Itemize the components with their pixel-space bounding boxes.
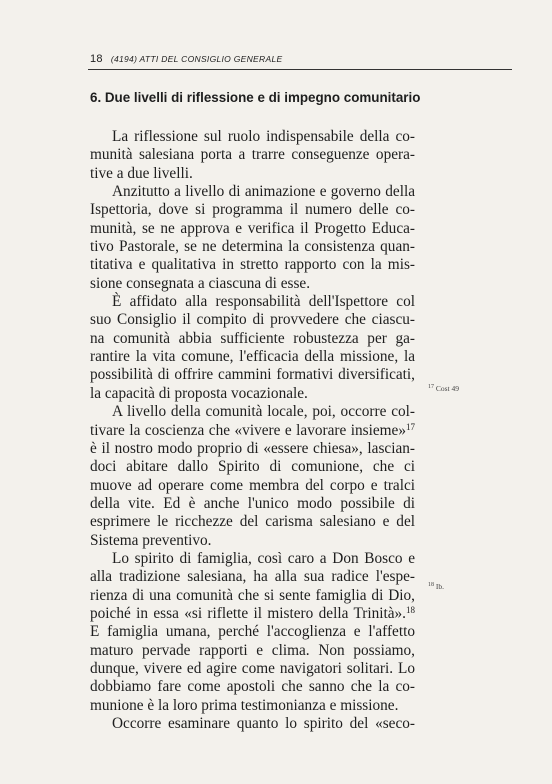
text-line: possibilità di offrire cammini formativi diversificati, bbox=[90, 366, 415, 384]
text-line: È affidato alla responsabilità dell'Ispettore col bbox=[112, 293, 415, 311]
text-line: è il nostro modo proprio di «essere chiesa», lascian- bbox=[90, 439, 415, 457]
text-line: E famiglia umana, perché l'accoglienza e l'affetto bbox=[90, 623, 415, 641]
text-line: suo Consiglio il compito di provvedere che ciascu- bbox=[90, 311, 415, 329]
margin-note-text: Ib. bbox=[435, 582, 444, 591]
header-rule bbox=[88, 69, 512, 70]
text-line: munità, se ne approva e verifica il Progetto Educa- bbox=[90, 219, 415, 237]
text-line: sione consegnata a ciascuna di esse. bbox=[90, 274, 311, 292]
text-line: della vite. Ed è anche l'unico modo possibile di bbox=[90, 494, 415, 512]
text-line: A livello della comunità locale, poi, occorre col- bbox=[112, 403, 415, 421]
text-line: titativa e qualitativa in stretto rapporto con la mis- bbox=[90, 256, 415, 274]
text-line-with-footnote bbox=[90, 605, 415, 623]
text-line: tivo Pastorale, se ne determina la consistenza quan- bbox=[90, 238, 415, 256]
margin-note-number: 18 bbox=[428, 582, 434, 588]
text-line: doci abitare dallo Spirito di comunione, che ci bbox=[90, 458, 415, 476]
margin-note-text: Cost 49 bbox=[435, 384, 460, 393]
text-span: poiché in essa «si riflette il mistero della Trinità». bbox=[90, 604, 406, 622]
text-line: tive a due livelli. bbox=[90, 164, 193, 182]
text-line: rienza di una comunità che si sente famiglia di Dio, bbox=[90, 586, 415, 604]
text-line: dunque, vivere ed agire come navigatori solitari. Lo bbox=[90, 659, 415, 677]
section-heading: 6. Due livelli di riflessione e di impegno comunitario bbox=[90, 90, 421, 105]
text-line: maturo pervade rapporti e clima. Non possiamo, bbox=[90, 641, 415, 659]
text-line: munione è la loro prima testimonianza e missione. bbox=[90, 696, 399, 714]
text-line: Lo spirito di famiglia, così caro a Don Bosco e bbox=[112, 549, 415, 567]
text-line: Ispettoria, dove si programma il numero delle co- bbox=[90, 201, 415, 219]
text-line: Sistema preventivo. bbox=[90, 531, 212, 549]
running-title: (4194) ATTI DEL CONSIGLIO GENERALE bbox=[110, 54, 283, 64]
text-line: Anzitutto a livello di animazione e governo della bbox=[112, 183, 415, 201]
text-line: dobbiamo fare come apostoli che sanno che la co- bbox=[90, 678, 415, 696]
text-line: muove ad operare come membra del corpo e tralci bbox=[90, 476, 415, 494]
footnote-ref-18: 18 bbox=[406, 604, 415, 615]
body-text bbox=[90, 128, 415, 733]
text-line: La riflessione sul ruolo indispensabile della co- bbox=[112, 128, 415, 145]
margin-note-18 bbox=[428, 582, 444, 591]
footnote-ref-17: 17 bbox=[406, 421, 415, 432]
text-line: Occorre esaminare quanto lo spirito del «seco- bbox=[112, 715, 415, 732]
text-span: tivare la coscienza che «vivere e lavorare insieme» bbox=[90, 421, 406, 439]
text-line: na comunità abbia sufficiente robustezza per ga- bbox=[90, 329, 415, 347]
margin-note-number: 17 bbox=[428, 384, 434, 390]
page-number: 18 bbox=[90, 53, 103, 65]
text-line-with-footnote bbox=[90, 422, 415, 440]
text-line: alla tradizione salesiana, ha alla sua radice l'espe- bbox=[90, 568, 415, 586]
text-line: rantire la vita comune, l'efficacia della missione, la bbox=[90, 348, 415, 366]
text-line: munità salesiana porta a trarre conseguenze opera- bbox=[90, 146, 415, 164]
running-head bbox=[90, 53, 510, 69]
margin-note-17 bbox=[428, 384, 459, 393]
text-line: la capacità di proposta vocazionale. bbox=[90, 384, 308, 402]
text-line: esprimere le ricchezze del carisma salesiano e del bbox=[90, 513, 415, 531]
